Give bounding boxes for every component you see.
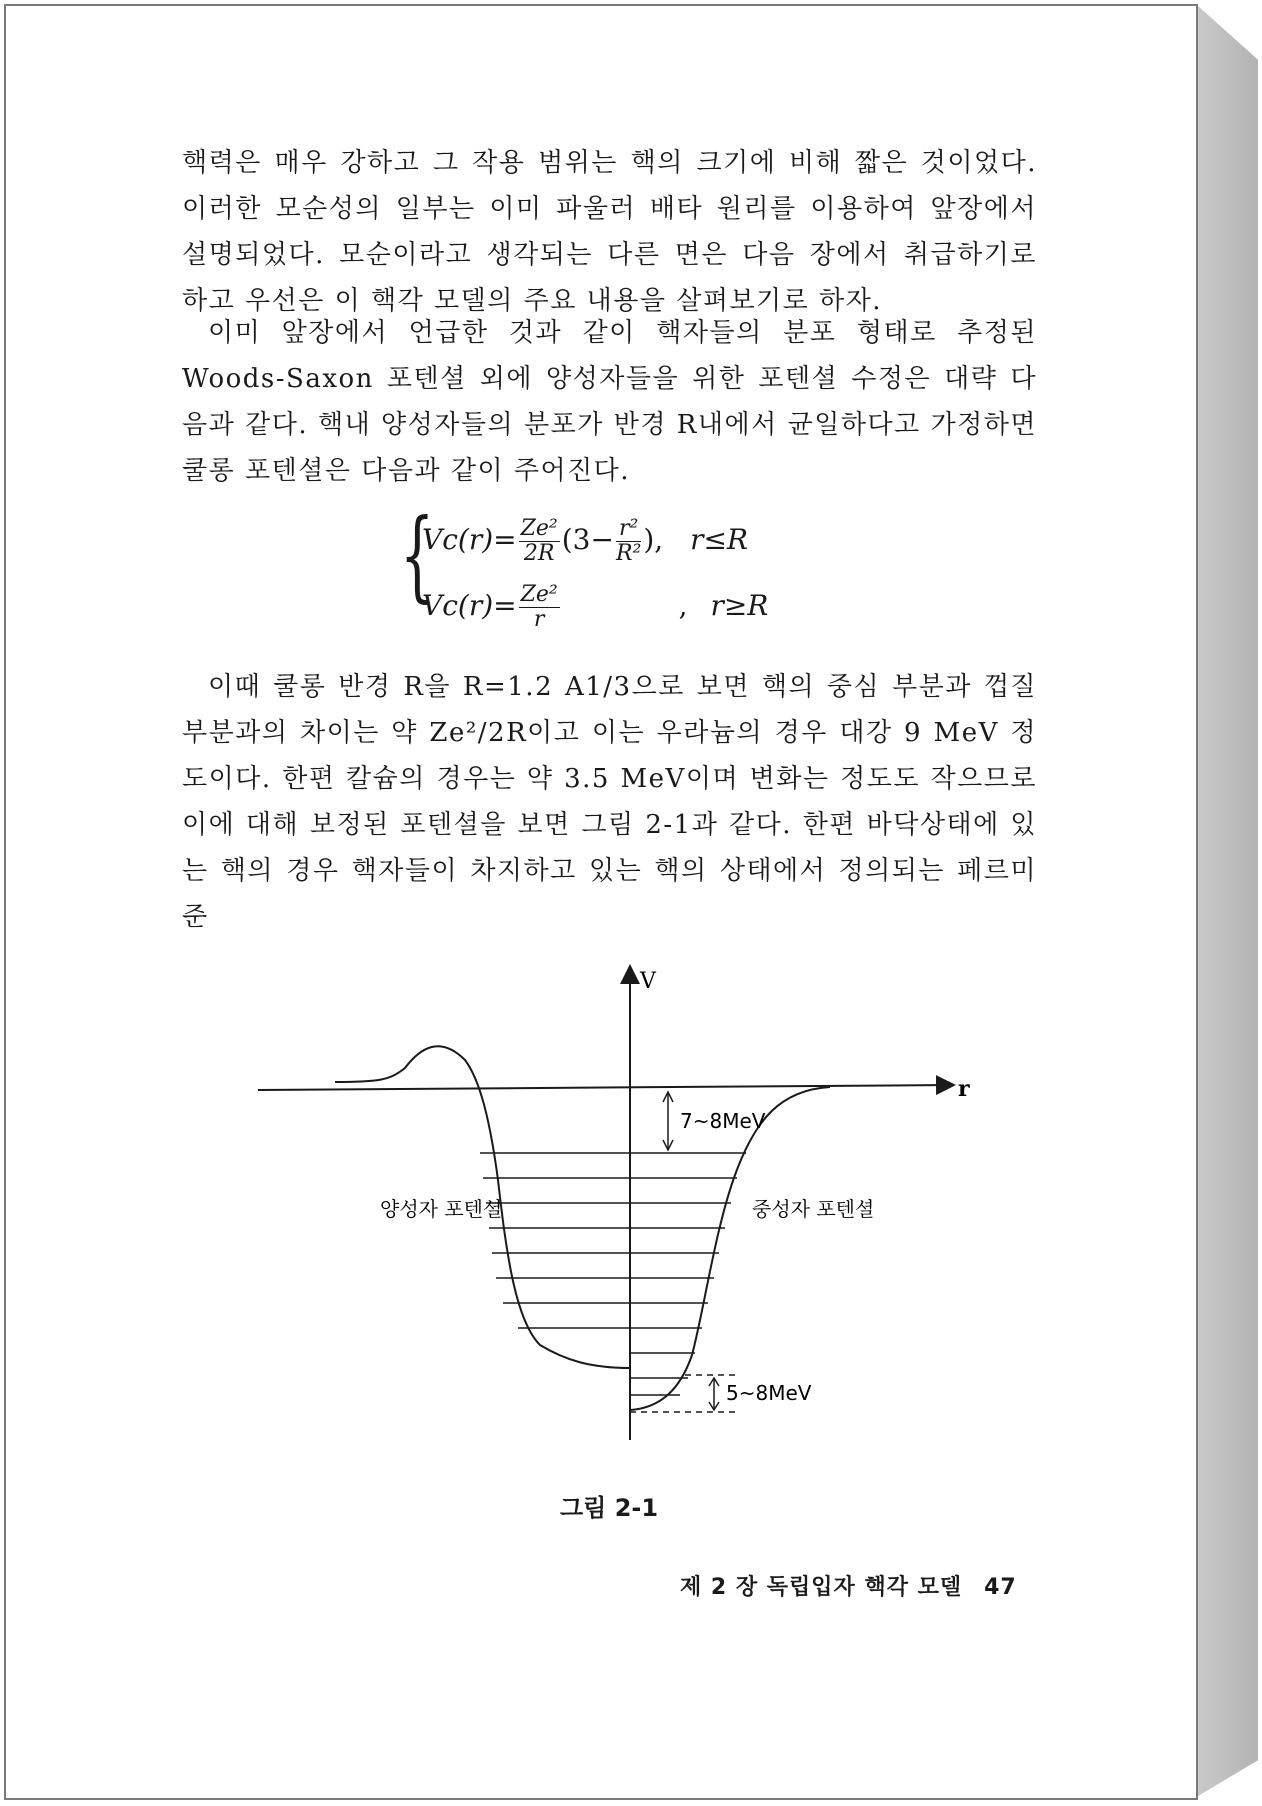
page-number: 47 (984, 1575, 1017, 1600)
formula-comma: , (678, 589, 688, 622)
formula-lhs-1: Vc(r)= (422, 523, 517, 556)
frac-1-num: Ze² (520, 516, 558, 541)
formula-frac-1 (519, 517, 560, 566)
paragraph-3 (182, 664, 1037, 940)
frac-3-num: Ze² (520, 582, 558, 607)
neutron-potential-curve (630, 1087, 830, 1410)
r-axis-label: r (958, 1076, 970, 1102)
formula-frac-3 (519, 583, 560, 632)
top-gap-label: 7~8MeV (680, 1109, 766, 1133)
paragraph-1 (182, 140, 1037, 324)
bottom-gap-label: 5~8MeV (726, 1381, 812, 1405)
paragraph-3-text: 이때 쿨롱 반경 R을 R=1.2 A1/3으로 보면 핵의 중심 부분과 껍질 부분과의 차이는 약 Ze²/2R이고 이는 우라늄의 경우 대강 9 MeV 정도이다. 한편 칼슘의 경우는 약 3.5 MeV이며 변화는 정도도 작으므로 이에 대해 보정된 포텐셜을 보면 그림 2-1과 같다. 한편 바닥상태에 있는 핵의 경우 핵자들이 차지하고 있는 핵의 상태에서 정의되는 페르미 준 (182, 672, 1037, 932)
paragraph-2 (182, 310, 1037, 494)
energy-levels (480, 1153, 746, 1395)
formula-paren: (3− (561, 523, 614, 556)
formula-line-1 (422, 517, 748, 566)
figure-caption: 그림 2-1 (560, 1494, 659, 1522)
formula-lhs-2: Vc(r)= (422, 589, 517, 622)
formula-frac-2 (616, 517, 641, 566)
potential-well-figure (240, 950, 1000, 1450)
v-axis-label: V (640, 969, 656, 994)
neutron-potential-label: 중성자 포텐셜 (752, 1197, 875, 1221)
formula-cond-1: r≤R (690, 523, 748, 556)
formula-line-2 (422, 583, 768, 632)
formula-cond-2: r≥R (710, 589, 769, 622)
proton-potential-label: 양성자 포텐셜 (380, 1197, 503, 1221)
paragraph-1-text: 핵력은 매우 강하고 그 작용 범위는 핵의 크기에 비해 짧은 것이었다. 이러한 모순성의 일부는 이미 파울러 배타 원리를 이용하여 앞장에서 설명되었다. 모순이라고 생각되는 다른 면은 다음 장에서 취급하기로 하고 우선은 이 핵각 모델의 주요 내용을 살펴보기로 하자. (182, 148, 1037, 316)
paragraph-2-text: 이미 앞장에서 언급한 것과 같이 핵자들의 분포 형태로 추정된 Woods-Saxon 포텐셜 외에 양성자들을 위한 포텐셜 수정은 대략 다음과 같다. 핵내 양성자들의 분포가 반경 R내에서 균일하다고 가정하면 쿨롱 포텐셜은 다음과 같이 주어진다. (182, 318, 1037, 486)
coulomb-formula (400, 499, 820, 632)
formula-close: ), (643, 523, 664, 556)
chapter-title: 제 2 장 독립입자 핵각 모델 (680, 1575, 963, 1600)
r-axis (258, 1085, 952, 1090)
frac-2-num: r² (616, 517, 641, 542)
frac-3-den: r (533, 607, 545, 632)
page-footer (680, 1570, 1017, 1601)
page-edge-shadow (1198, 6, 1258, 1796)
frac-1-den: 2R (523, 541, 555, 566)
formula-brace: { (400, 499, 435, 613)
frac-2-den: R² (615, 541, 642, 566)
